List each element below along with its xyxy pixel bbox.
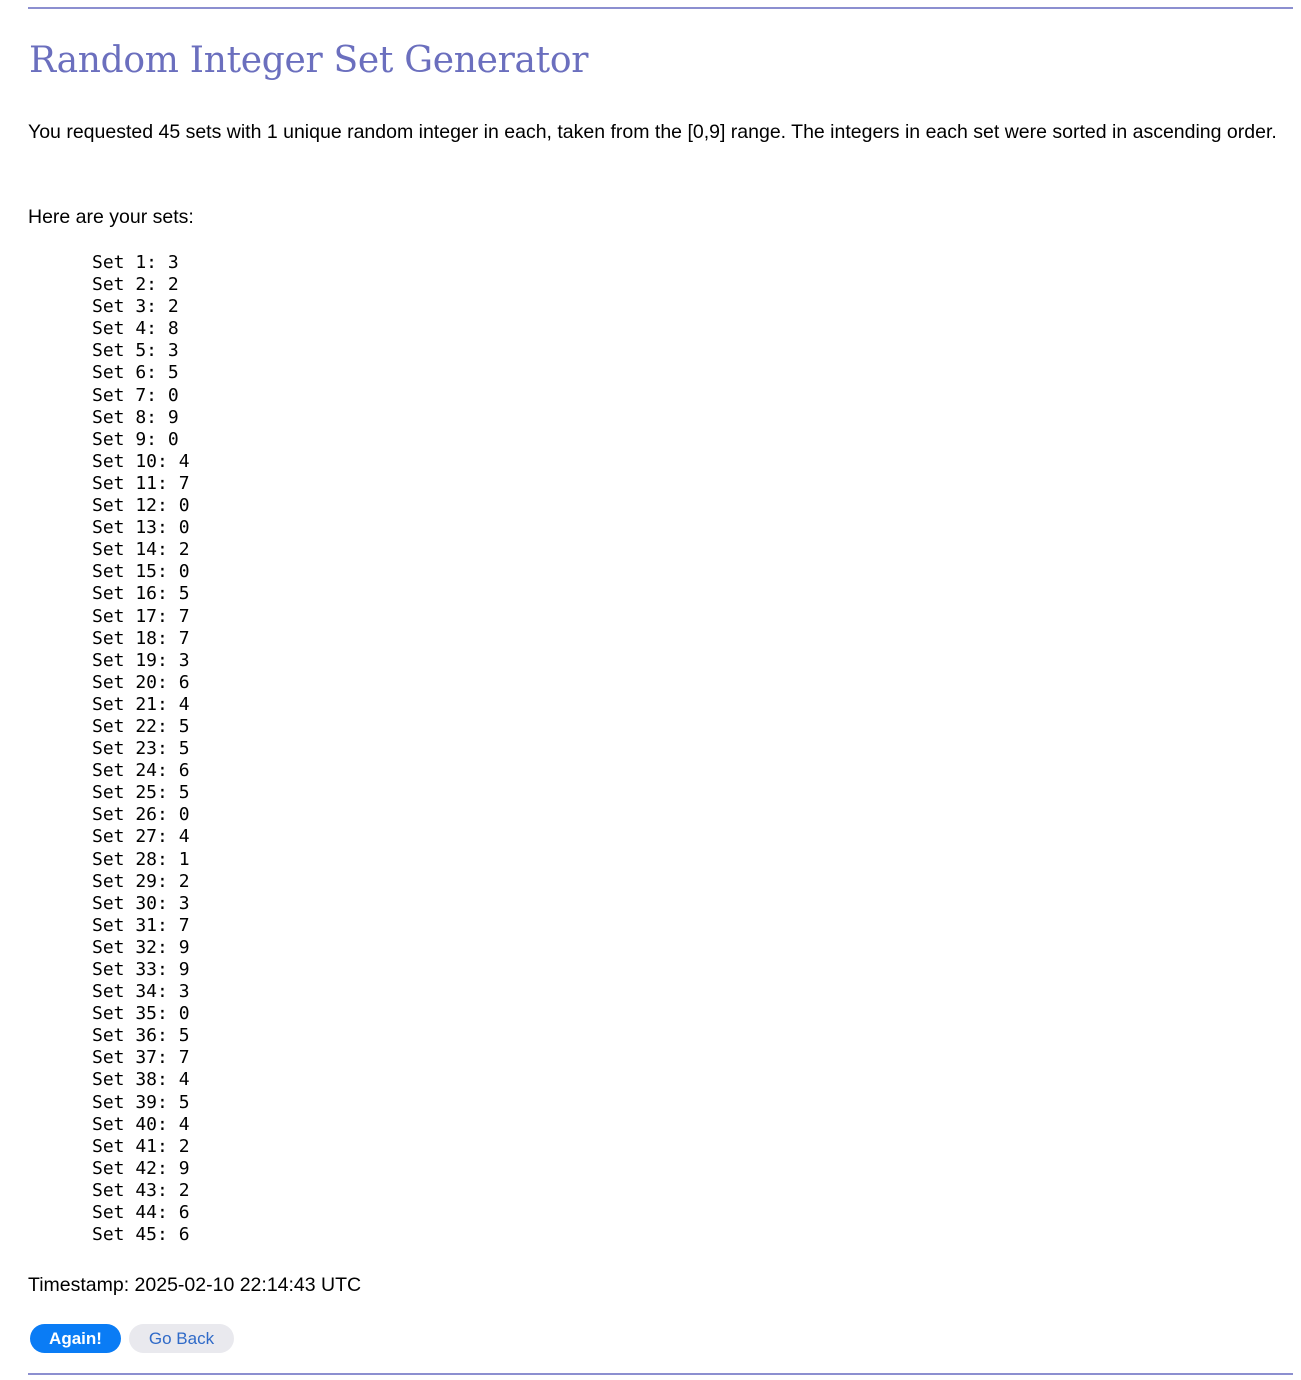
set-item: Set 15: 0 (92, 561, 190, 583)
set-item: Set 8: 9 (92, 406, 179, 428)
set-item: Set 16: 5 (92, 583, 190, 605)
set-item: Set 20: 6 (92, 671, 190, 693)
set-item: Set 27: 4 (92, 826, 190, 848)
set-item: Set 40: 4 (92, 1113, 190, 1135)
set-item: Set 4: 8 (92, 318, 179, 340)
go-back-button[interactable]: Go Back (129, 1324, 234, 1353)
set-item: Set 43: 2 (92, 1179, 190, 1201)
set-item: Set 26: 0 (92, 804, 190, 826)
set-item: Set 38: 4 (92, 1069, 190, 1091)
set-item: Set 14: 2 (92, 539, 190, 561)
set-item: Set 36: 5 (92, 1025, 190, 1047)
top-divider (28, 7, 1293, 9)
set-item: Set 2: 2 (92, 274, 179, 296)
set-item: Set 44: 6 (92, 1202, 190, 1224)
set-item: Set 17: 7 (92, 605, 190, 627)
set-item: Set 23: 5 (92, 738, 190, 760)
set-item: Set 45: 6 (92, 1224, 190, 1246)
set-item: Set 1: 3 (92, 252, 179, 273)
set-item: Set 39: 5 (92, 1091, 190, 1113)
set-item: Set 5: 3 (92, 340, 179, 362)
sets-list (92, 252, 190, 1246)
set-item: Set 28: 1 (92, 848, 190, 870)
set-item: Set 33: 9 (92, 959, 190, 980)
bottom-divider (28, 1373, 1293, 1375)
set-item: Set 25: 5 (92, 782, 190, 804)
set-item: Set 24: 6 (92, 760, 190, 782)
set-item: Set 31: 7 (92, 914, 190, 936)
page-title: Random Integer Set Generator (29, 40, 589, 81)
set-item: Set 22: 5 (92, 715, 190, 737)
set-item: Set 11: 7 (92, 472, 190, 494)
set-item: Set 41: 2 (92, 1135, 190, 1157)
set-item: Set 19: 3 (92, 649, 190, 671)
set-item: Set 37: 7 (92, 1047, 190, 1069)
set-item: Set 42: 9 (92, 1157, 190, 1179)
again-button[interactable]: Again! (30, 1324, 121, 1353)
set-item: Set 29: 2 (92, 870, 190, 892)
set-item: Set 30: 3 (92, 892, 190, 914)
intro-text: You requested 45 sets with 1 unique random integer in each, taken from the [0,9] range. The integers in each set were sorted in ascending order. (28, 121, 1277, 143)
set-item: Set 21: 4 (92, 693, 190, 715)
set-item: Set 34: 3 (92, 981, 190, 1003)
timestamp: Timestamp: 2025-02-10 22:14:43 UTC (28, 1274, 362, 1296)
sets-heading: Here are your sets: (28, 206, 194, 228)
set-item: Set 10: 4 (92, 450, 190, 472)
set-item: Set 7: 0 (92, 384, 179, 406)
set-item: Set 35: 0 (92, 1003, 190, 1025)
set-item: Set 32: 9 (92, 936, 190, 958)
set-item: Set 13: 0 (92, 517, 190, 539)
set-item: Set 12: 0 (92, 495, 190, 517)
set-item: Set 18: 7 (92, 627, 190, 649)
set-item: Set 9: 0 (92, 428, 179, 450)
set-item: Set 6: 5 (92, 362, 179, 384)
set-item: Set 3: 2 (92, 296, 179, 318)
